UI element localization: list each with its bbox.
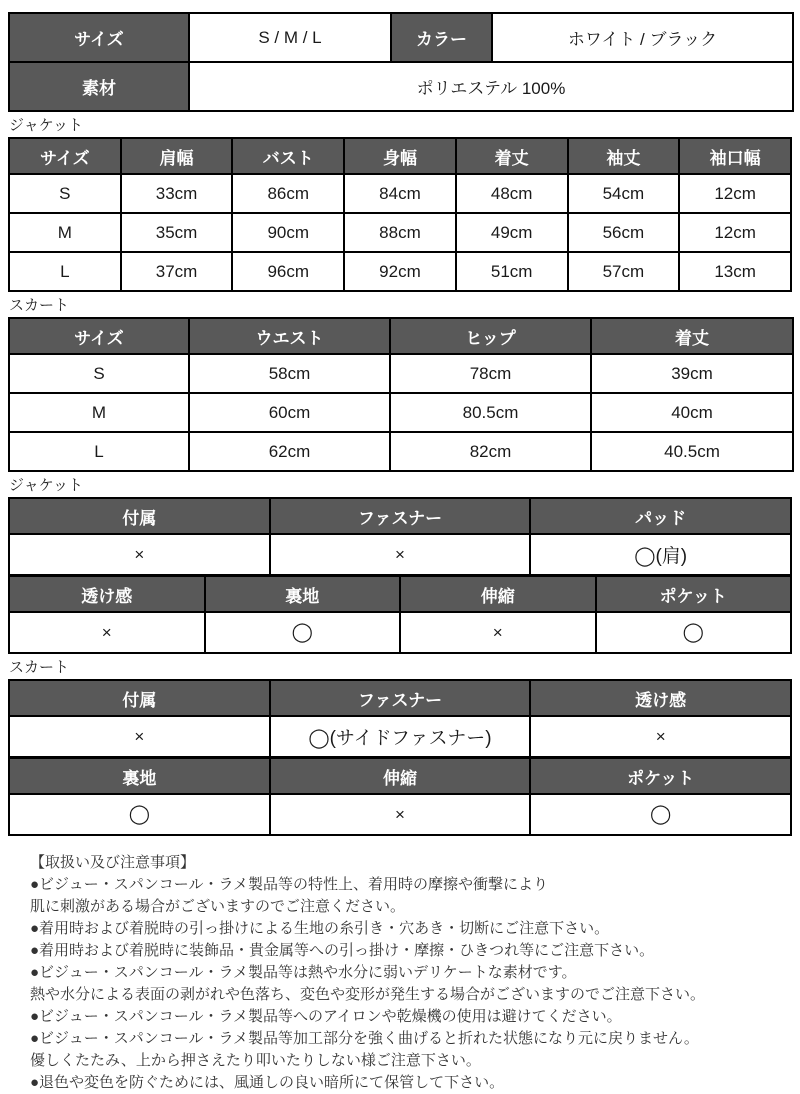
notes-line: ●ビジュー・スパンコール・ラメ製品等の特性上、着用時の摩擦や衝撃により — [30, 876, 549, 893]
data-cell: × — [270, 794, 531, 835]
data-cell: ◯ — [530, 794, 791, 835]
jacket-size-section-label: ジャケット — [9, 117, 83, 134]
data-cell: 84cm — [344, 174, 456, 213]
data-cell: 60cm — [189, 393, 390, 432]
data-cell: 51cm — [456, 252, 568, 291]
data-cell: ◯ — [596, 612, 792, 653]
data-cell: × — [270, 534, 531, 575]
data-cell: ◯ — [9, 794, 270, 835]
data-cell: ◯ — [205, 612, 401, 653]
data-cell: 39cm — [591, 354, 793, 393]
material-value-cell: ポリエステル 100% — [189, 62, 793, 111]
data-cell: 37cm — [121, 252, 233, 291]
table-header-row — [9, 680, 791, 716]
notes-line: 肌に刺激がある場合がございますのでご注意ください。 — [30, 898, 406, 915]
notes-line: ●ビジュー・スパンコール・ラメ製品等は熱や水分に弱いデリケートな素材です。 — [30, 964, 577, 981]
product-info-table — [8, 12, 794, 112]
color-label-cell: カラー — [391, 13, 492, 62]
table-row — [9, 612, 791, 653]
data-cell: 96cm — [232, 252, 344, 291]
jacket-size-table — [8, 137, 792, 292]
data-cell: 90cm — [232, 213, 344, 252]
notes-line: ●着用時および着脱時の引っ掛けによる生地の糸引き・穴あき・切断にご注意下さい。 — [30, 920, 610, 937]
table-header-row — [9, 138, 791, 174]
size-value-cell: S / M / L — [189, 13, 391, 62]
data-cell: 57cm — [568, 252, 680, 291]
notes-line: ●退色や変色を防ぐためには、風通しの良い暗所にて保管して下さい。 — [30, 1074, 505, 1091]
notes-title: 【取扱い及び注意事項】 — [30, 854, 196, 871]
data-cell: 82cm — [390, 432, 591, 471]
table-row — [9, 716, 791, 757]
data-cell: 40.5cm — [591, 432, 793, 471]
header-cell: ポケット — [530, 758, 791, 794]
data-cell: × — [9, 716, 270, 757]
table-row — [9, 432, 793, 471]
data-cell: 86cm — [232, 174, 344, 213]
data-cell: 80.5cm — [390, 393, 591, 432]
data-cell: L — [9, 252, 121, 291]
skirt-size-table — [8, 317, 794, 472]
color-value-cell: ホワイト / ブラック — [492, 13, 793, 62]
header-cell: 着丈 — [456, 138, 568, 174]
table-row — [9, 213, 791, 252]
jacket-spec-section-label: ジャケット — [9, 477, 83, 494]
table-header-row — [9, 758, 791, 794]
header-cell: 身幅 — [344, 138, 456, 174]
table-row — [9, 534, 791, 575]
data-cell: L — [9, 432, 189, 471]
header-cell: 付属 — [9, 498, 270, 534]
notes-line: 熱や水分による表面の剥がれや色落ち、変色や変形が発生する場合がございますのでご注意下さい。 — [30, 986, 706, 1003]
data-cell: × — [9, 534, 270, 575]
data-cell: 13cm — [679, 252, 791, 291]
data-cell: M — [9, 213, 121, 252]
size-label-cell: サイズ — [9, 13, 189, 62]
material-label-cell: 素材 — [9, 62, 189, 111]
header-cell: サイズ — [9, 318, 189, 354]
header-cell: 袖丈 — [568, 138, 680, 174]
header-cell: ファスナー — [270, 680, 531, 716]
info-row-size-color — [9, 13, 793, 62]
header-cell: ファスナー — [270, 498, 531, 534]
header-cell: 裏地 — [205, 576, 401, 612]
info-row-material — [9, 62, 793, 111]
table-row — [9, 174, 791, 213]
header-cell: 袖口幅 — [679, 138, 791, 174]
header-cell: 着丈 — [591, 318, 793, 354]
data-cell: ◯(サイドファスナー) — [270, 716, 531, 757]
header-cell: ウエスト — [189, 318, 390, 354]
header-cell: 裏地 — [9, 758, 270, 794]
data-cell: ◯(肩) — [530, 534, 791, 575]
data-cell: 78cm — [390, 354, 591, 393]
header-cell: サイズ — [9, 138, 121, 174]
table-header-row — [9, 498, 791, 534]
header-cell: バスト — [232, 138, 344, 174]
data-cell: M — [9, 393, 189, 432]
notes-line: ●ビジュー・スパンコール・ラメ製品等へのアイロンや乾燥機の使用は避けてください。 — [30, 1008, 622, 1025]
handling-notes — [8, 852, 792, 1094]
data-cell: S — [9, 354, 189, 393]
header-cell: 付属 — [9, 680, 270, 716]
data-cell: S — [9, 174, 121, 213]
skirt-spec-table-lower — [8, 757, 792, 836]
data-cell: 56cm — [568, 213, 680, 252]
data-cell: 62cm — [189, 432, 390, 471]
data-cell: 40cm — [591, 393, 793, 432]
header-cell: 肩幅 — [121, 138, 233, 174]
notes-line: ●着用時および着脱時に装飾品・貴金属等への引っ掛け・摩擦・ひきつれ等にご注意下さい。 — [30, 942, 655, 959]
data-cell: 35cm — [121, 213, 233, 252]
data-cell: 58cm — [189, 354, 390, 393]
data-cell: 49cm — [456, 213, 568, 252]
skirt-size-section-label: スカート — [9, 297, 70, 314]
notes-line: 優しくたたみ、上から押さえたり叩いたりしない様ご注意下さい。 — [30, 1052, 481, 1069]
header-cell: パッド — [530, 498, 791, 534]
data-cell: × — [9, 612, 205, 653]
header-cell: 伸縮 — [270, 758, 531, 794]
data-cell: 54cm — [568, 174, 680, 213]
jacket-spec-table-upper — [8, 497, 792, 576]
data-cell: 92cm — [344, 252, 456, 291]
notes-line: ●ビジュー・スパンコール・ラメ製品等加工部分を強く曲げると折れた状態になり元に戻りません。 — [30, 1030, 699, 1047]
jacket-spec-table-lower — [8, 575, 792, 654]
table-row — [9, 354, 793, 393]
table-row — [9, 252, 791, 291]
header-cell: 透け感 — [9, 576, 205, 612]
header-cell: ポケット — [596, 576, 792, 612]
data-cell: 33cm — [121, 174, 233, 213]
data-cell: 48cm — [456, 174, 568, 213]
skirt-spec-section-label: スカート — [9, 659, 70, 676]
table-header-row — [9, 318, 793, 354]
data-cell: 88cm — [344, 213, 456, 252]
table-row — [9, 794, 791, 835]
data-cell: × — [400, 612, 596, 653]
header-cell: ヒップ — [390, 318, 591, 354]
header-cell: 透け感 — [530, 680, 791, 716]
table-row — [9, 393, 793, 432]
data-cell: 12cm — [679, 174, 791, 213]
table-header-row — [9, 576, 791, 612]
data-cell: 12cm — [679, 213, 791, 252]
data-cell: × — [530, 716, 791, 757]
skirt-spec-table-upper — [8, 679, 792, 758]
header-cell: 伸縮 — [400, 576, 596, 612]
